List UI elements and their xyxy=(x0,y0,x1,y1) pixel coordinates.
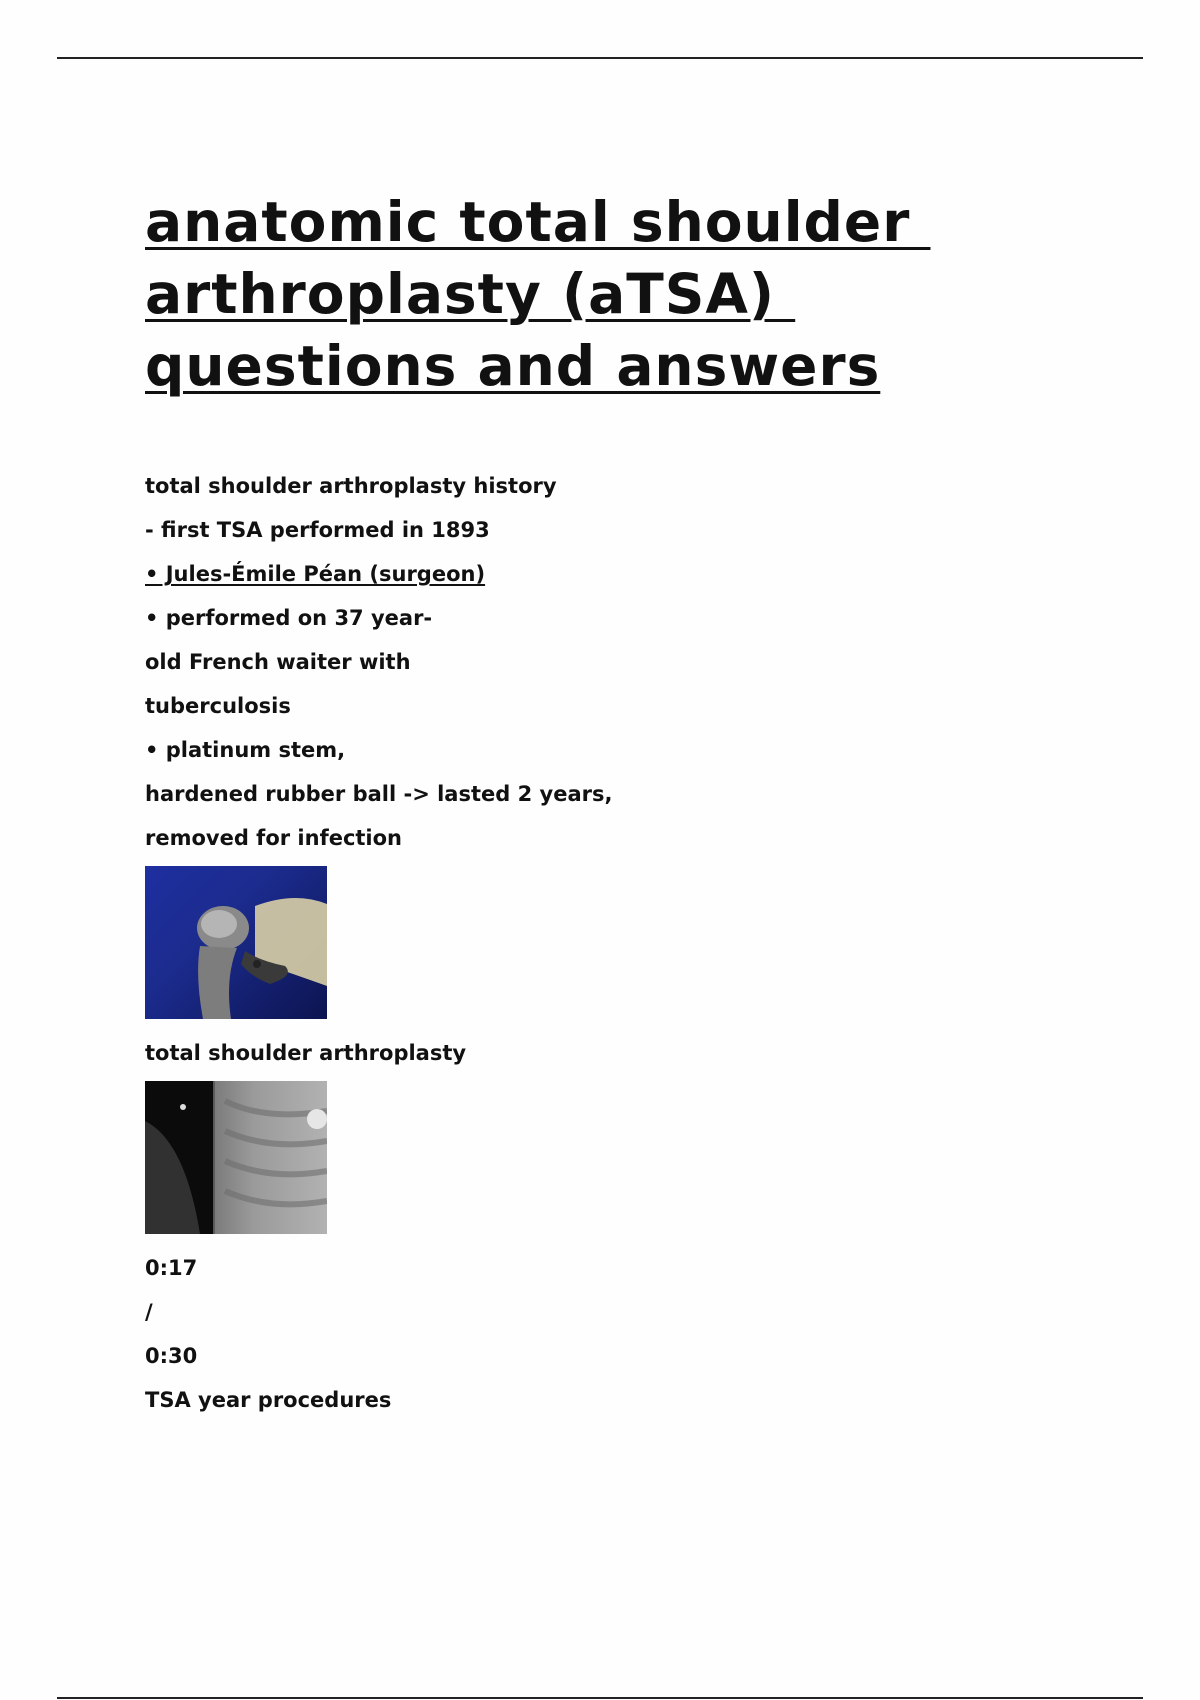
surgeon-link-label[interactable]: • Jules-Émile Péan (surgeon) xyxy=(145,562,486,586)
page-title xyxy=(145,186,1045,402)
shoulder-implant-photo xyxy=(145,866,327,1019)
title-line-3: questions and answers xyxy=(145,334,881,398)
section-heading-tsa: total shoulder arthroplasty xyxy=(145,1041,467,1065)
history-line: • platinum stem, xyxy=(145,738,346,762)
history-line: tuberculosis xyxy=(145,694,291,718)
surgeon-link[interactable] xyxy=(145,552,1045,596)
history-line: old French waiter with xyxy=(145,650,411,674)
section-heading-procedures: TSA year procedures xyxy=(145,1388,392,1412)
surgeon-link-text[interactable] xyxy=(145,562,485,586)
shoulder-xray-video[interactable] xyxy=(145,1081,327,1234)
video-duration: 0:30 xyxy=(145,1344,198,1368)
document-body xyxy=(145,186,1045,1422)
history-line: removed for infection xyxy=(145,826,403,850)
video-time-separator: / xyxy=(145,1300,153,1324)
xray-illustration xyxy=(145,1081,327,1234)
shoulder-implant-illustration xyxy=(145,866,327,1019)
video-current-time: 0:17 xyxy=(145,1256,198,1280)
section-heading-history: total shoulder arthroplasty history xyxy=(145,474,557,498)
history-line: hardened rubber ball -> lasted 2 years, xyxy=(145,782,613,806)
title-line-1: anatomic total shoulder xyxy=(145,190,931,254)
top-rule xyxy=(57,57,1143,59)
title-line-2: arthroplasty (aTSA) xyxy=(145,262,796,326)
bottom-rule xyxy=(57,1697,1143,1699)
history-line: - first TSA performed in 1893 xyxy=(145,518,490,542)
history-line: • performed on 37 year- xyxy=(145,606,433,630)
